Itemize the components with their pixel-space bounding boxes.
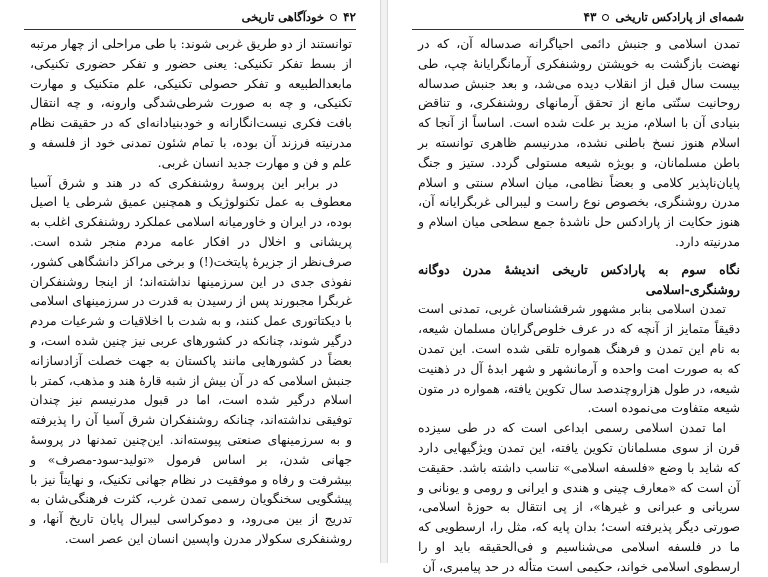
- running-title: خودآگاهی تاریخی: [241, 10, 325, 24]
- paragraph: تمدن اسلامی و جنبش دائمی احیاگرانه صدساله آن، که در نهضت بازگشت به خویشتن روشنفکری آرمانگرایانهٔ چپ، طی بیست سال قبل از انقلاب دیده می‌شد، و بعد جنبش صدساله روحانیت سنّتی مانع از تحقق آرمانهای روشنفکری، و تناقض بنیادی آن با اسلام، مزید بر علت شده است. اساساً از آنجا که اسلام هنوز نسخ باطنی نشده، مدرنیسم ظاهری توانسته بر باطن مسلمانان، و بویژه شیعه مستولی گردد. ستیز و جنگ پایان‌ناپذیر کلامی و بعضاً نظامی، میان اسلام سنتی و اسلام مدرن روشنگری، بخصوص نوع راست و لیبرالی غربگرایانه آن، هنوز حکایت از پارادکس حل ناشدهٔ جمع سطحی میان اسلام و مدرنیته دارد.: [418, 36, 740, 249]
- right-page-header: [412, 9, 744, 25]
- header-rule: [24, 29, 356, 30]
- section-heading: نگاه سوم به پارادکس تاریخی اندیشهٔ مدرن دوگانه روشنگری-اسلامی: [418, 261, 740, 297]
- paragraph: تمدن اسلامی بنابر مشهور شرقشناسان غربی، تمدنی است دقیقاً متمایز از آنچه که در عرف خلوص‌گرایان مسلمان شیعه، به نام این تمدن و فرهنگ همواره تلقی شده است. این تمدن که به صورت امت واحده و آرمانشهر و شهر ابدهٔ آل در ذهنیت شیعه، در طول هزاروچندصد سال تکوین یافته، همواره در متون شیعه متفاوت می‌نموده است.: [418, 301, 740, 416]
- paragraph: اما تمدن اسلامی رسمی ابداعی است که در طی سیزده قرن از سوی مسلمانان تکوین یافته، این تمدن ویژگیهایی دارد که شاید با وضع «فلسفه اسلامی» تناسب داشته باشد. حقیقت آن است که «معارف چینی و هندی و ایرانی و رومی و یونانی و سریانی و عبرانی و غیرها»، از پی انتقال به حوزهٔ اسلامی، صورتی دیگر پذیرفته است؛ بدان پایه که، مثل را، ارسطویی که ما در فلسفه اسلامی می‌شناسیم و فی‌الحقیقه باید او را ارسطوی اسلامی خواند، حکیمی است متأله در حد پیامبری، آن: [418, 420, 740, 574]
- page-number: ۴۲: [343, 10, 356, 24]
- running-title: شمه‌ای از پارادکس تاریخی: [615, 10, 744, 24]
- book-gutter: [380, 0, 388, 563]
- paragraph: در برابر این پروسهٔ روشنفکری که در هند و شرق آسیا معطوف به عمل تکنولوژیک و همچنین عمیق شرطی یا اصیل بوده، در ایران و خاورمیانه اسلامی عملکرد روشنفکری اغلب به پریشانی و اخلال در افکار عامه مردم منجر شده است. صرف‌نظر از جزیرهٔ پایتخت(!) و برخی مراکز دانشگاهی کشور، نفوذی جدی در این سرزمینها نداشته‌اند؛ از اینجا روشنفکران غربگرا مجبورند پس از رسیدن به قدرت در سرزمینهای اسلامی با دیکتاتوری عمل کنند، و به شدت با اخلاقیات و شرعیات مردم درگیر شوند، چنانکه در کشورهای عربی نیز چنین شده است، و بعضاً در کشورهایی مانند پاکستان به جهت خصلت آزادسازانه جنبش اسلامی که در آن بیش از شبه قارهٔ هند و مذهب، کمتر با اسلام درگیر شده است، اما در قبول مدرنیسم نیز چندان توفیقی نداشته‌اند، چنانکه روشنفکران شرق آسیا آن را پذیرفته و به سرزمینهای صنعتی پیوسته‌اند. این‌چنین تمدنها در پروسهٔ جهانی شدن، بر اساس فرمول «تولید-سود-مصرف» و بیشرفت و رفاه و موفقیت در نظام جهانی تکنیک، و نهایتاً نیز با پیشگویی سخنگویان رسمی تمدن غرب، کثرت فرهنگی‌شان به تدریج از بین می‌رود، و دموکراسی لیبرال پایان تاریخ آنها، و روشنفکری سکولار مدرن واپسین انسان این عصر است.: [30, 174, 352, 546]
- paragraph: توانستند از دو طریق غربی شوند: با طی مراحلی از چهار مرتبه از بسط تفکر تکنیکی: یعنی حضور و تفکر حضوری تکنیکی، مابعدالطبیعه و تفکر حصولی تکنیکی، علم متکنیک و مهارت تکنیکی، و چه به صورت شرطی‌شدگی وارونه، و چه انتقال بافت فکری نیست‌انگارانه و خودبنیادانه‌ای که در حقیقت نظام مدرنیته فرزند آن بوده، با تمام شئون تمدنی خود از فلسفه و علم و فن و مهارت جدید انسان غربی.: [30, 36, 352, 170]
- left-page-header: [24, 9, 356, 25]
- right-page: [388, 0, 768, 574]
- page-number: ۴۳: [583, 10, 597, 24]
- header-rule: [412, 29, 744, 30]
- circle-ornament-icon: [330, 14, 337, 21]
- left-page: [0, 0, 380, 563]
- left-page-body: [30, 34, 352, 545]
- circle-ornament-icon: [602, 14, 609, 21]
- right-page-body: [418, 34, 740, 574]
